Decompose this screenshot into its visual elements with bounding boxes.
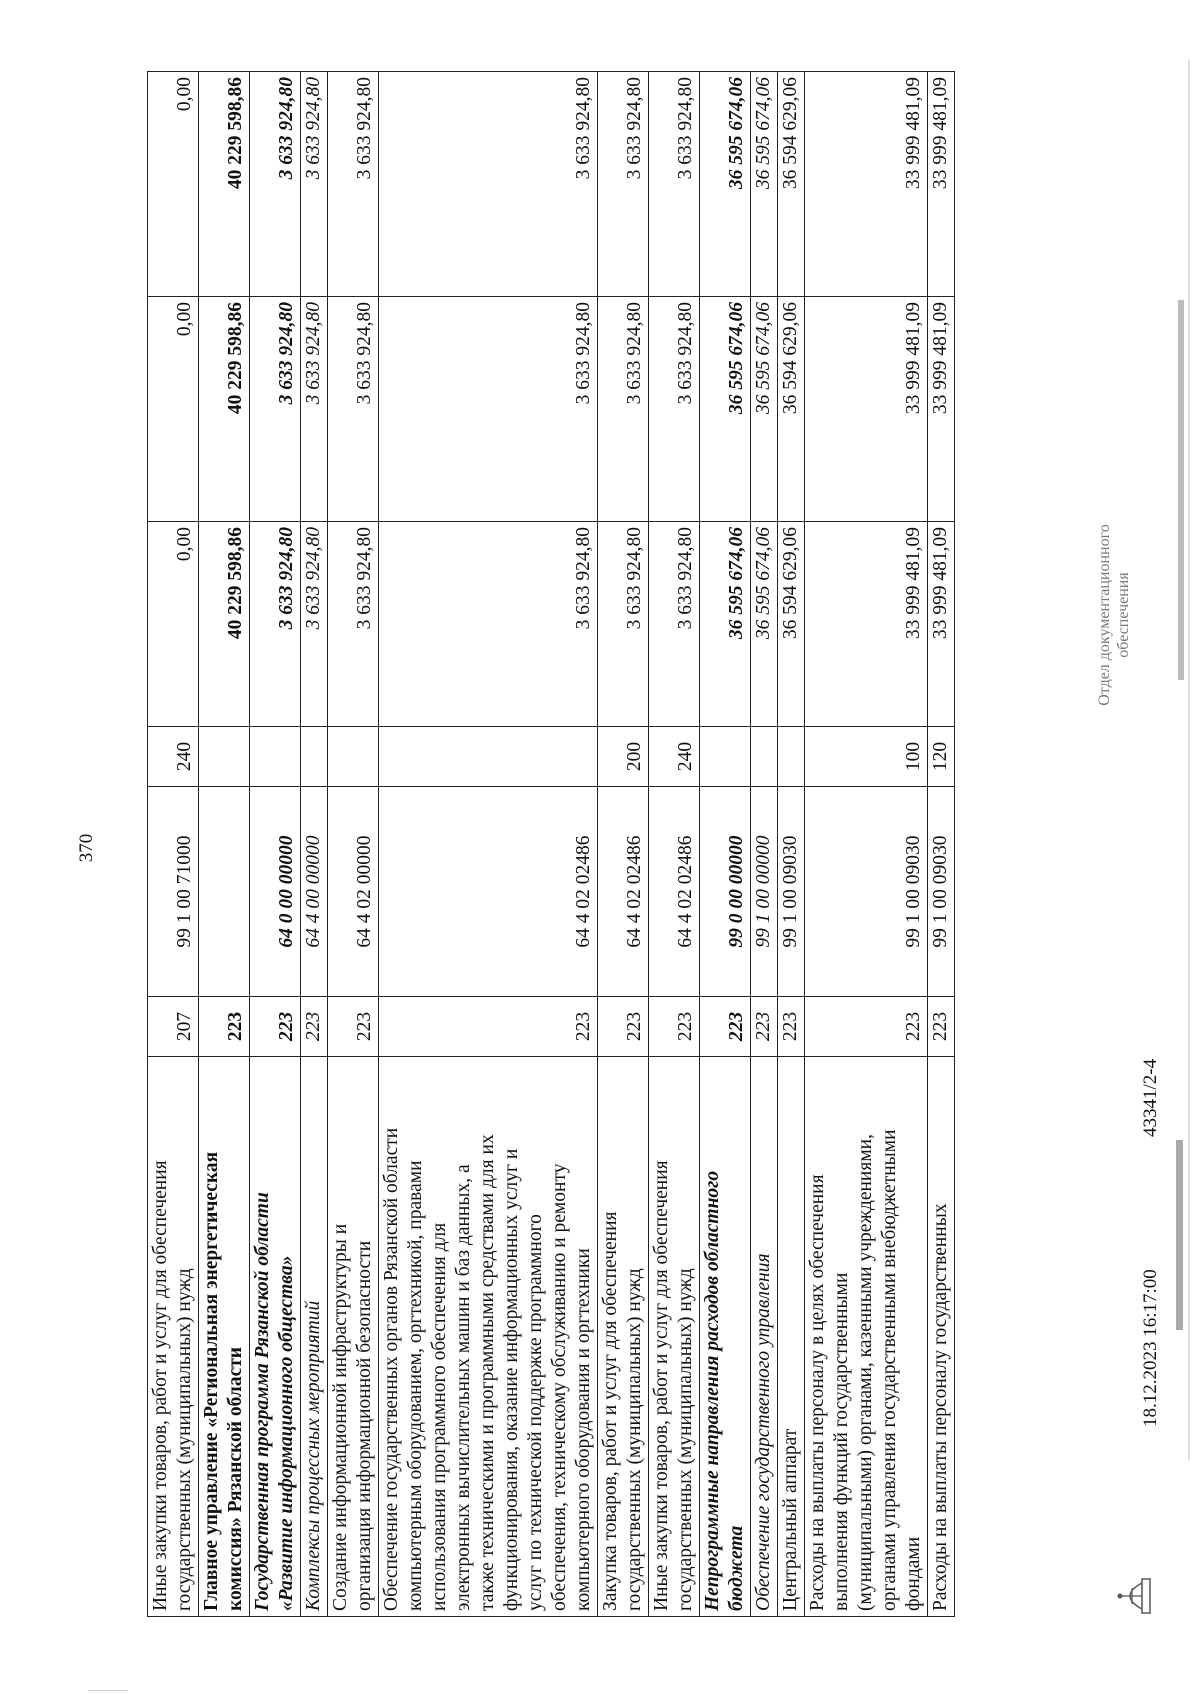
- row-description: Обеспечение государственного управления: [751, 1057, 778, 1617]
- row-sum-year2: 3 633 924,80: [301, 297, 328, 522]
- row-description: Непрограммные направления расходов областного бюджета: [700, 1057, 751, 1617]
- row-sum-year1: 33 999 481,09: [928, 522, 955, 727]
- row-sum-year3: 3 633 924,80: [379, 72, 598, 297]
- budget-table: [147, 71, 955, 1617]
- row-target-article: 64 4 02 00000: [328, 787, 379, 997]
- row-ministry-code: 223: [751, 997, 778, 1057]
- scan-streak: [1178, 300, 1184, 680]
- row-description: Иные закупки товаров, работ и услуг для обеспечения государственных (муниципальных) нужд: [148, 1057, 199, 1617]
- table-row: [805, 72, 928, 1617]
- row-expense-type: [250, 727, 301, 787]
- stamp-line-2: обеспечения: [1115, 572, 1132, 658]
- row-description: Расходы на выплаты персоналу государственных: [928, 1057, 955, 1617]
- table-row: [250, 72, 301, 1617]
- row-sum-year2: 3 633 924,80: [328, 297, 379, 522]
- table-row: [301, 72, 328, 1617]
- row-sum-year3: 40 229 598,86: [199, 72, 250, 297]
- coat-of-arms-icon: [1112, 1575, 1154, 1617]
- row-description: Государственная программа Рязанской области «Развитие информационного общества»: [250, 1057, 301, 1617]
- row-ministry-code: 223: [328, 997, 379, 1057]
- row-sum-year1: 0,00: [148, 522, 199, 727]
- row-expense-type: 200: [598, 727, 649, 787]
- table-row: [598, 72, 649, 1617]
- row-description: Комплексы процессных мероприятий: [301, 1057, 328, 1617]
- row-sum-year1: 3 633 924,80: [649, 522, 700, 727]
- row-expense-type: [328, 727, 379, 787]
- row-sum-year2: 33 999 481,09: [928, 297, 955, 522]
- table-row: [751, 72, 778, 1617]
- scan-streak: [1188, 60, 1190, 1460]
- row-target-article: [199, 787, 250, 997]
- row-expense-type: 100: [805, 727, 928, 787]
- table-row: [778, 72, 805, 1617]
- row-ministry-code: 223: [649, 997, 700, 1057]
- row-sum-year2: 33 999 481,09: [805, 297, 928, 522]
- row-sum-year1: 3 633 924,80: [379, 522, 598, 727]
- row-expense-type: 120: [928, 727, 955, 787]
- row-sum-year3: 36 595 674,06: [751, 72, 778, 297]
- row-expense-type: [778, 727, 805, 787]
- table-row: [928, 72, 955, 1617]
- row-target-article: 64 4 02 02486: [379, 787, 598, 997]
- row-sum-year1: 3 633 924,80: [598, 522, 649, 727]
- row-target-article: 99 1 00 00000: [751, 787, 778, 997]
- row-target-article: 99 1 00 71000: [148, 787, 199, 997]
- row-expense-type: 240: [148, 727, 199, 787]
- row-ministry-code: 223: [700, 997, 751, 1057]
- row-sum-year2: 3 633 924,80: [250, 297, 301, 522]
- row-description: Главное управление «Региональная энергетическая комиссия» Рязанской области: [199, 1057, 250, 1617]
- row-sum-year1: 3 633 924,80: [250, 522, 301, 727]
- row-expense-type: [700, 727, 751, 787]
- row-sum-year2: 36 595 674,06: [700, 297, 751, 522]
- row-target-article: 99 1 00 09030: [805, 787, 928, 997]
- row-ministry-code: 223: [598, 997, 649, 1057]
- row-sum-year3: 33 999 481,09: [805, 72, 928, 297]
- row-description: Обеспечение государственных органов Рязанской области компьютерным оборудованием, оргтехникой, правами использования программного обеспечения для электронных вычислительных машин и баз данных, а также техническими и программными средствами для их функционирования, оказание информационных услуг и услуг по технической поддержке программного обеспечения, техническому обслуживанию и ремонту компьютерного оборудования и оргтехники: [379, 1057, 598, 1617]
- row-target-article: 99 1 00 09030: [928, 787, 955, 997]
- row-sum-year2: 3 633 924,80: [598, 297, 649, 522]
- row-sum-year3: 3 633 924,80: [250, 72, 301, 297]
- footer-date: 18.12.2023 16:17:00: [1140, 1269, 1161, 1427]
- row-target-article: 64 0 00 00000: [250, 787, 301, 997]
- row-sum-year2: 40 229 598,86: [199, 297, 250, 522]
- row-expense-type: [301, 727, 328, 787]
- row-sum-year1: 36 594 629,06: [778, 522, 805, 727]
- row-target-article: 99 1 00 09030: [778, 787, 805, 997]
- row-description: Центральный аппарат: [778, 1057, 805, 1617]
- row-description: Иные закупки товаров, работ и услуг для обеспечения государственных (муниципальных) нужд: [649, 1057, 700, 1617]
- page-number: 370: [76, 833, 97, 863]
- row-ministry-code: 223: [199, 997, 250, 1057]
- table-row: [379, 72, 598, 1617]
- row-ministry-code: 223: [301, 997, 328, 1057]
- row-description: Расходы на выплаты персоналу в целях обеспечения выполнения функций государственными (муниципальными) органами, казенными учреждениями, органами управления государственными внебюджетными фондами: [805, 1057, 928, 1617]
- row-sum-year3: 0,00: [148, 72, 199, 297]
- row-target-article: 64 4 02 02486: [598, 787, 649, 997]
- row-sum-year2: 0,00: [148, 297, 199, 522]
- row-sum-year2: 3 633 924,80: [649, 297, 700, 522]
- row-sum-year2: 36 595 674,06: [751, 297, 778, 522]
- table-row: [199, 72, 250, 1617]
- row-ministry-code: 223: [928, 997, 955, 1057]
- row-expense-type: [199, 727, 250, 787]
- footer-document-number: 43341/2-4: [1140, 1058, 1161, 1137]
- department-stamp: [1095, 495, 1133, 735]
- row-sum-year3: 36 595 674,06: [700, 72, 751, 297]
- table-row: [649, 72, 700, 1617]
- row-sum-year2: 3 633 924,80: [379, 297, 598, 522]
- row-expense-type: [379, 727, 598, 787]
- row-sum-year3: 36 594 629,06: [778, 72, 805, 297]
- page-footer: [1100, 72, 1180, 1617]
- row-ministry-code: 223: [805, 997, 928, 1057]
- row-expense-type: [751, 727, 778, 787]
- row-sum-year3: 33 999 481,09: [928, 72, 955, 297]
- row-sum-year1: 33 999 481,09: [805, 522, 928, 727]
- table-row: [700, 72, 751, 1617]
- row-sum-year3: 3 633 924,80: [649, 72, 700, 297]
- row-target-article: 99 0 00 00000: [700, 787, 751, 997]
- row-sum-year3: 3 633 924,80: [328, 72, 379, 297]
- row-sum-year3: 3 633 924,80: [301, 72, 328, 297]
- row-ministry-code: 223: [379, 997, 598, 1057]
- table-row: [328, 72, 379, 1617]
- row-description: Создание информационной инфраструктуры и организация информационной безопасности: [328, 1057, 379, 1617]
- row-ministry-code: 223: [250, 997, 301, 1057]
- row-sum-year1: 3 633 924,80: [328, 522, 379, 727]
- row-target-article: 64 4 00 00000: [301, 787, 328, 997]
- row-expense-type: 240: [649, 727, 700, 787]
- row-sum-year1: 36 595 674,06: [751, 522, 778, 727]
- row-target-article: 64 4 02 02486: [649, 787, 700, 997]
- row-sum-year1: 36 595 674,06: [700, 522, 751, 727]
- row-sum-year1: 40 229 598,86: [199, 522, 250, 727]
- row-ministry-code: 223: [778, 997, 805, 1057]
- row-sum-year2: 36 594 629,06: [778, 297, 805, 522]
- row-sum-year1: 3 633 924,80: [301, 522, 328, 727]
- stamp-line-1: Отдел документационного: [1096, 524, 1113, 706]
- table-row: [148, 72, 199, 1617]
- row-description: Закупка товаров, работ и услуг для обеспечения государственных (муниципальных) нужд: [598, 1057, 649, 1617]
- scan-streak: [88, 1690, 128, 1691]
- scan-streak: [1176, 1140, 1183, 1330]
- row-ministry-code: 207: [148, 997, 199, 1057]
- row-sum-year3: 3 633 924,80: [598, 72, 649, 297]
